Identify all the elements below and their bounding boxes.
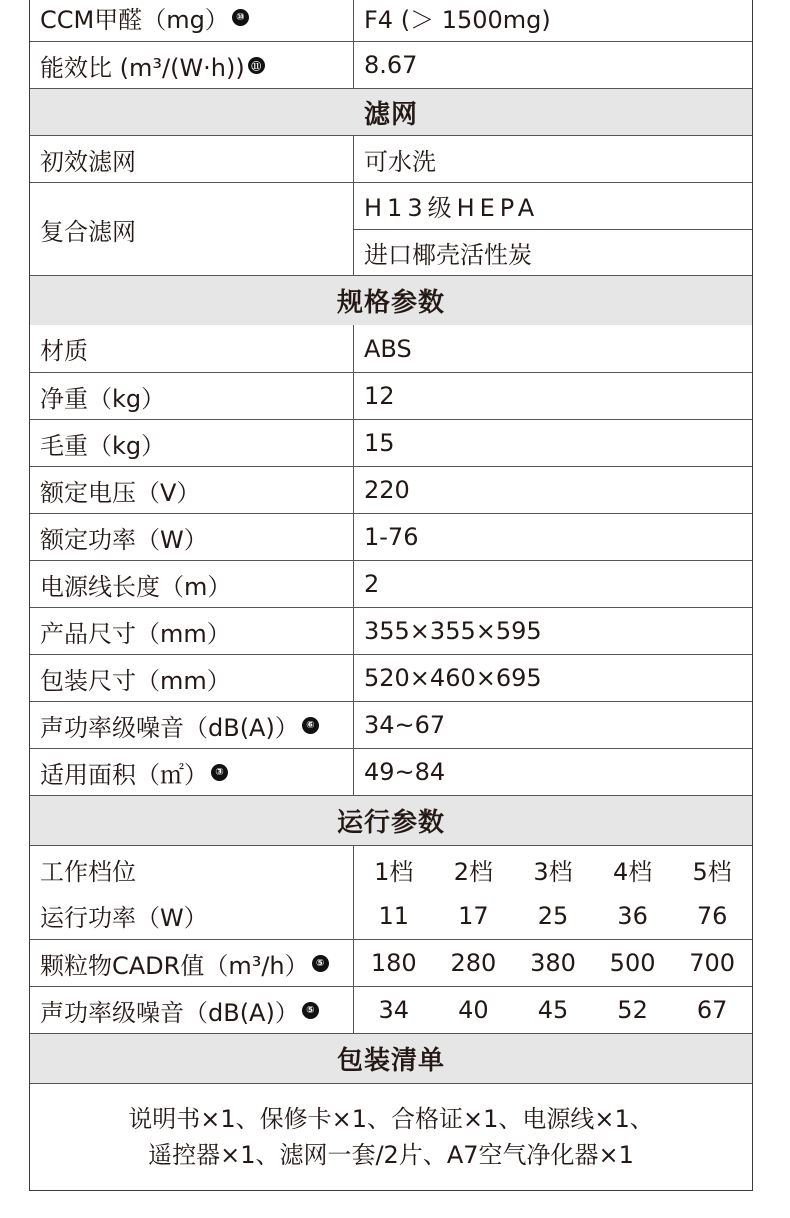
- row-label: 适用面积（㎡） ③: [30, 749, 354, 795]
- table-row: [30, 654, 752, 701]
- table-row: [30, 372, 752, 419]
- row-label: 声功率级噪音（dB(A)） ⑥: [30, 702, 354, 748]
- table-row-gears: [30, 845, 752, 892]
- value-columns: [354, 892, 752, 939]
- table-row: [30, 748, 752, 795]
- section-header-operation: 运行参数: [30, 795, 752, 845]
- row-label: 产品尺寸（mm）: [30, 608, 354, 654]
- section-header-packing: 包装清单: [30, 1033, 752, 1083]
- row-label: 电源线长度（m）: [30, 561, 354, 607]
- row-label: 工作档位: [30, 846, 354, 892]
- gear-cell: 1档: [374, 857, 414, 886]
- value-cell: 17: [458, 901, 489, 930]
- row-label: 初效滤网: [30, 136, 354, 182]
- table-row: [30, 513, 752, 560]
- table-row-composite-filter: [30, 182, 752, 275]
- row-value: 12: [364, 382, 395, 410]
- row-label: 复合滤网: [30, 183, 354, 275]
- gear-columns: [354, 846, 752, 892]
- value-columns: [354, 987, 752, 1033]
- value-cell: 67: [696, 996, 728, 1024]
- row-value: H13级HEPA: [364, 194, 540, 223]
- value-cell: 76: [696, 901, 728, 930]
- value-cell: 52: [617, 996, 648, 1024]
- section-header-specs: 规格参数: [30, 275, 752, 325]
- row-value: 34~67: [364, 711, 446, 739]
- row-label: 毛重（kg）: [30, 420, 354, 466]
- row-value: 220: [364, 476, 410, 504]
- row-value: 2: [364, 570, 380, 598]
- footnote-badge: ⑤: [312, 955, 329, 972]
- row-value: 进口椰壳活性炭: [354, 229, 752, 276]
- value-cell: 280: [450, 949, 497, 977]
- row-value: 49~84: [364, 758, 446, 786]
- table-row: [30, 419, 752, 466]
- row-value: 15: [364, 429, 395, 457]
- row-value: 8.67: [364, 51, 418, 79]
- table-row: [30, 0, 752, 41]
- gear-cell: 3档: [533, 857, 573, 886]
- value-cell: 34: [378, 996, 410, 1024]
- footnote-badge: ⑩: [232, 9, 249, 26]
- row-label: CCM甲醛（mg） ⑩: [30, 0, 354, 41]
- row-label: 运行功率（W）: [30, 892, 354, 939]
- row-label: 包装尺寸（mm）: [30, 655, 354, 701]
- table-row: [30, 560, 752, 607]
- row-value: 520×460×695: [364, 664, 542, 692]
- row-value: 可水洗: [364, 147, 436, 176]
- table-row: [30, 135, 752, 182]
- row-value: F4 (＞ 1500mg): [364, 6, 551, 34]
- value-cell: 500: [609, 949, 656, 977]
- packing-list: [30, 1083, 752, 1190]
- row-label: 材质: [30, 325, 354, 372]
- value-cell: 11: [378, 901, 410, 930]
- packing-line: 说明书×1、保修卡×1、合格证×1、电源线×1、: [128, 1105, 654, 1133]
- row-value: 1-76: [364, 523, 419, 551]
- gear-cell: 5档: [692, 857, 732, 886]
- footnote-badge: ③: [211, 764, 228, 781]
- row-label: 颗粒物CADR值（m³/h） ⑤: [30, 940, 354, 986]
- row-label: 额定功率（W）: [30, 514, 354, 560]
- table-row: [30, 986, 752, 1033]
- table-row: [30, 607, 752, 654]
- value-cell: 180: [370, 949, 417, 977]
- value-cell: 700: [689, 949, 736, 977]
- row-label: 净重（kg）: [30, 373, 354, 419]
- composite-values: [354, 183, 752, 275]
- table-row: [30, 466, 752, 513]
- packing-line: 遥控器×1、滤网一套/2片、A7空气净化器×1: [148, 1141, 634, 1169]
- spec-table: [29, 0, 753, 1191]
- table-row: [30, 892, 752, 939]
- value-cell: 25: [537, 901, 569, 930]
- value-cell: 40: [458, 996, 489, 1024]
- row-value: 355×355×595: [364, 617, 542, 645]
- gear-cell: 4档: [612, 857, 653, 886]
- value-cell: 45: [537, 996, 569, 1024]
- table-row: [30, 701, 752, 748]
- section-header-filter: 滤网: [30, 88, 752, 135]
- gear-cell: 2档: [453, 857, 494, 886]
- value-cell: 380: [530, 949, 576, 977]
- table-row: [30, 939, 752, 986]
- footnote-badge: ⑤: [302, 1002, 319, 1019]
- value-cell: 36: [617, 901, 648, 930]
- row-label: 能效比 (m³/(W·h)) ⑪: [30, 42, 354, 88]
- row-label: 声功率级噪音（dB(A)） ⑤: [30, 987, 354, 1033]
- table-row: [30, 325, 752, 372]
- footnote-badge: ⑥: [302, 717, 319, 734]
- row-label: 额定电压（V）: [30, 467, 354, 513]
- value-columns: [354, 940, 752, 986]
- row-value: ABS: [364, 334, 412, 363]
- footnote-badge: ⑪: [248, 57, 265, 74]
- table-row: [30, 41, 752, 88]
